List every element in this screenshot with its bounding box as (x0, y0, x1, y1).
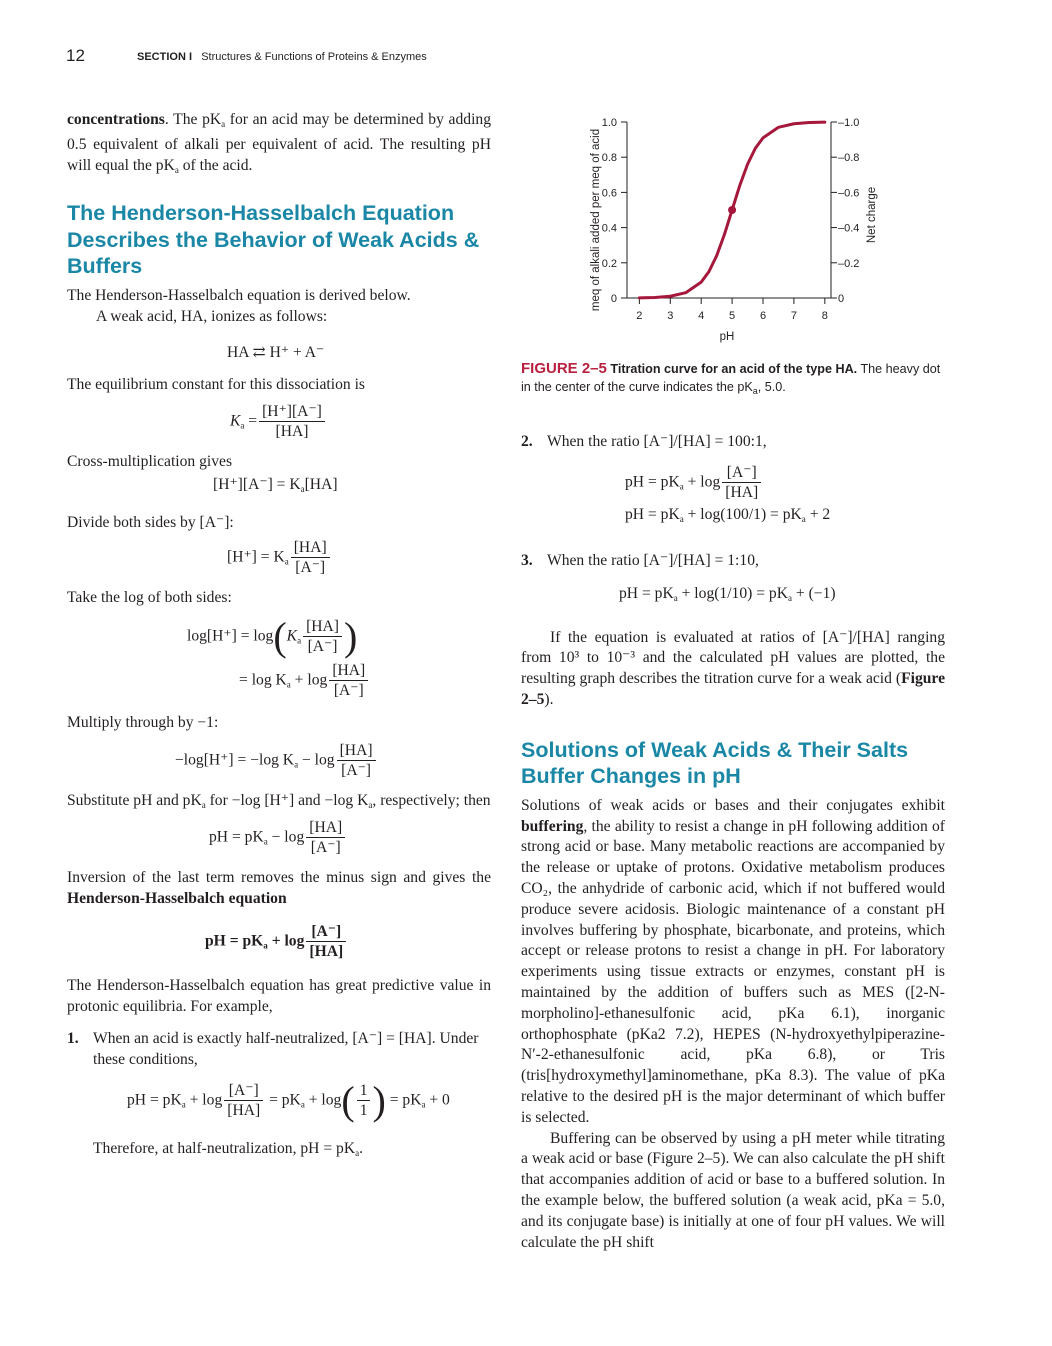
paragraph-divide: Divide both sides by [A⁻]: (67, 514, 234, 532)
equation-ratio-100-result: pH = pKa + log(100/1) = pKa + 2 (625, 505, 831, 524)
paragraph-log: Take the log of both sides: (67, 588, 232, 606)
list-item: 3. When the ratio [A⁻]/[HA] = 1:10, (521, 551, 759, 569)
y-tick-label-right: –0.6 (838, 187, 860, 200)
list-item: 1. When an acid is exactly half-neutralized, [A⁻] = [HA]. Under these conditions, (67, 1030, 479, 1069)
paragraph-buffer-observed: Buffering can be observed by using a pH meter while titrating a weak acid or base (Figure 2–5). We can also calculate the pH shift that accompanies addition of acid or base to a buffered solution. In the example below, the buffered solution (a weak acid, pKa = 5.0, and its conjugate base) is initially at one of four pH values. We will calculate the pH shift (521, 1129, 945, 1251)
equation-ratio-100: pH = pKa + log $\frac{[A^-]}{[HA]}$ (625, 463, 945, 503)
section-heading-buffers: Solutions of Weak Acids & Their Salts Buffer Changes in pH (521, 737, 909, 789)
section-title: Structures & Functions of Proteins & Enzymes (201, 51, 427, 63)
paragraph-derived: The Henderson-Hasselbalch equation is derived below. (67, 286, 411, 304)
paragraph-evaluated: If the equation is evaluated at ratios of [A⁻]/[HA] ranging from 10³ to 10⁻³ and the calculated pH values are plotted, the resulting graph describes the titration curve for a weak acid (Figure 2–5). (521, 628, 945, 708)
y-tick-label-right: –0.8 (838, 152, 860, 165)
x-tick-label: 5 (729, 310, 736, 322)
titration-chart (521, 115, 945, 347)
paragraph-predictive: The Henderson-Hasselbalch equation has great predictive value in protonic equilibria. For example, (67, 976, 491, 1015)
page-number: 12 (66, 46, 85, 65)
y-tick-label-left: 0.6 (601, 187, 617, 200)
equation-henderson-hasselbalch: pH = pKa + log $\frac{[A^-]}{[HA]}$ (205, 922, 491, 962)
x-axis-label: pH (719, 331, 735, 343)
right-column (521, 115, 945, 1253)
intro-paragraph: concentrations. The pKa for an acid may be determined by adding 0.5 equivalent of alkali per equivalent of acid. The resulting pH will equal the pKa of the acid. (67, 111, 491, 175)
figure-2-5 (521, 115, 945, 347)
equation-ratio-1-10: pH = pKa + log(1/10) = pKa + (−1) (619, 584, 836, 603)
y-tick-label-left: 0 (610, 293, 617, 305)
section-heading-hh: The Henderson-Hasselbalch Equation Describes the Behavior of Weak Acids & Buffers (67, 201, 480, 279)
paragraph-weak-acid: A weak acid, HA, ionizes as follows: (96, 307, 328, 325)
list-item: 2. When the ratio [A⁻]/[HA] = 100:1, (521, 433, 767, 450)
y-tick-label-left: 0.2 (601, 257, 617, 270)
paragraph-multiply: Multiply through by −1: (67, 713, 219, 731)
y-axis-label-left: meq of alkali added per meq of acid (590, 128, 602, 312)
x-tick-label: 3 (667, 310, 674, 322)
paragraph-inversion: Inversion of the last term removes the minus sign and gives the Henderson-Hasselbalch equation (67, 869, 491, 908)
x-tick-label: 4 (698, 310, 705, 322)
equation-half-neutralization: pH = pKa + log $\frac{[A^-]}{[HA]}$ = pKa + log( $\frac{1}{1}$ ) = pKa + 0 (127, 1078, 450, 1124)
equation-ka: Ka = $\frac{[H^+][A^-]}{[HA]}$ (230, 402, 491, 442)
figure-caption: FIGURE 2–5 Titration curve for an acid of the type HA. The heavy dot in the center of the curve indicates the $pK_a$, 5.0. (521, 360, 941, 396)
equation-divide: [H⁺] = Ka $\frac{[HA]}{[A^-]}$ (227, 538, 491, 578)
equation-ph: pH = pKa − log $\frac{[HA]}{[A^-]}$ (209, 818, 491, 858)
equation-log-2: = log Ka + log $\frac{[HA]}{[A^-]}$ (239, 661, 491, 701)
x-tick-label: 7 (790, 310, 797, 322)
paragraph-cross-multiplication: Cross-multiplication gives (67, 453, 233, 471)
equation-cross: [H⁺][A⁻] = Ka[HA] (213, 476, 338, 495)
pka-marker-dot (728, 206, 736, 214)
equation-ionization: HA ⇄ H⁺ + A⁻ (227, 344, 325, 362)
y-tick-label-right: –1.0 (838, 117, 860, 129)
left-column (67, 110, 491, 1164)
equation-log-1: log[H⁺] = log(Ka $\frac{[HA]}{[A^-]}$ ) (187, 613, 358, 659)
x-tick-label: 6 (759, 310, 767, 322)
running-header (137, 51, 427, 63)
paragraph-buffering: Solutions of weak acids or bases and their conjugates exhibit buffering, the ability to resist a change in pH following addition of strong acid or base. Many metabolic reactions are accompanied by the release or uptake of protons. Oxidative metabolism produces CO₂, the anhydride of carbonic acid, which if not buffered would produce severe acidosis. Biologic maintenance of a constant pH involves buffering by phosphate, bicarbonate, and proteins, which accept or release protons to resist a change in pH. For laboratory experiments using tissue extracts or enzymes, constant pH is maintained by the addition of buffers such as MES ([2-N-morpholino]-ethanesulfonic acid, pKa 6.1), inorganic orthophosphate (pKa2 7.2), HEPES (N-hydroxyethylpiperazine-N′-2-ethanesulfonic acid, pKa 6.8), or Tris (tris[hydroxymethyl]aminomethane, pKa 8.3). The value of pKa relative to the desired pH is the major determinant of which buffer is selected. (521, 796, 945, 1126)
x-tick-label: 2 (636, 310, 643, 322)
example-list-3 (521, 551, 945, 572)
paragraph-therefore: Therefore, at half-neutralization, pH = pKa. (93, 1140, 363, 1159)
equation-negative: −log[H⁺] = −log Ka − log $\frac{[HA]}{[A^-]}$ (175, 741, 491, 781)
y-tick-label-right: –0.4 (838, 222, 860, 235)
y-tick-label-right: –0.2 (838, 257, 860, 270)
y-tick-label-right: 0 (838, 293, 845, 305)
section-label: SECTION I (137, 51, 193, 63)
paragraph-substitute: Substitute pH and pKa for −log [H⁺] and −log Ka, respectively; then (67, 792, 491, 811)
example-list-1 (67, 1029, 491, 1071)
y-tick-label-left: 1.0 (601, 117, 617, 129)
y-tick-label-left: 0.4 (601, 222, 617, 235)
example-list-2 (521, 432, 945, 453)
paragraph-equilibrium: The equilibrium constant for this dissociation is (67, 376, 365, 394)
x-tick-label: 8 (821, 310, 828, 322)
y-axis-label-right: Net charge (866, 186, 878, 244)
y-tick-label-left: 0.8 (601, 152, 617, 165)
